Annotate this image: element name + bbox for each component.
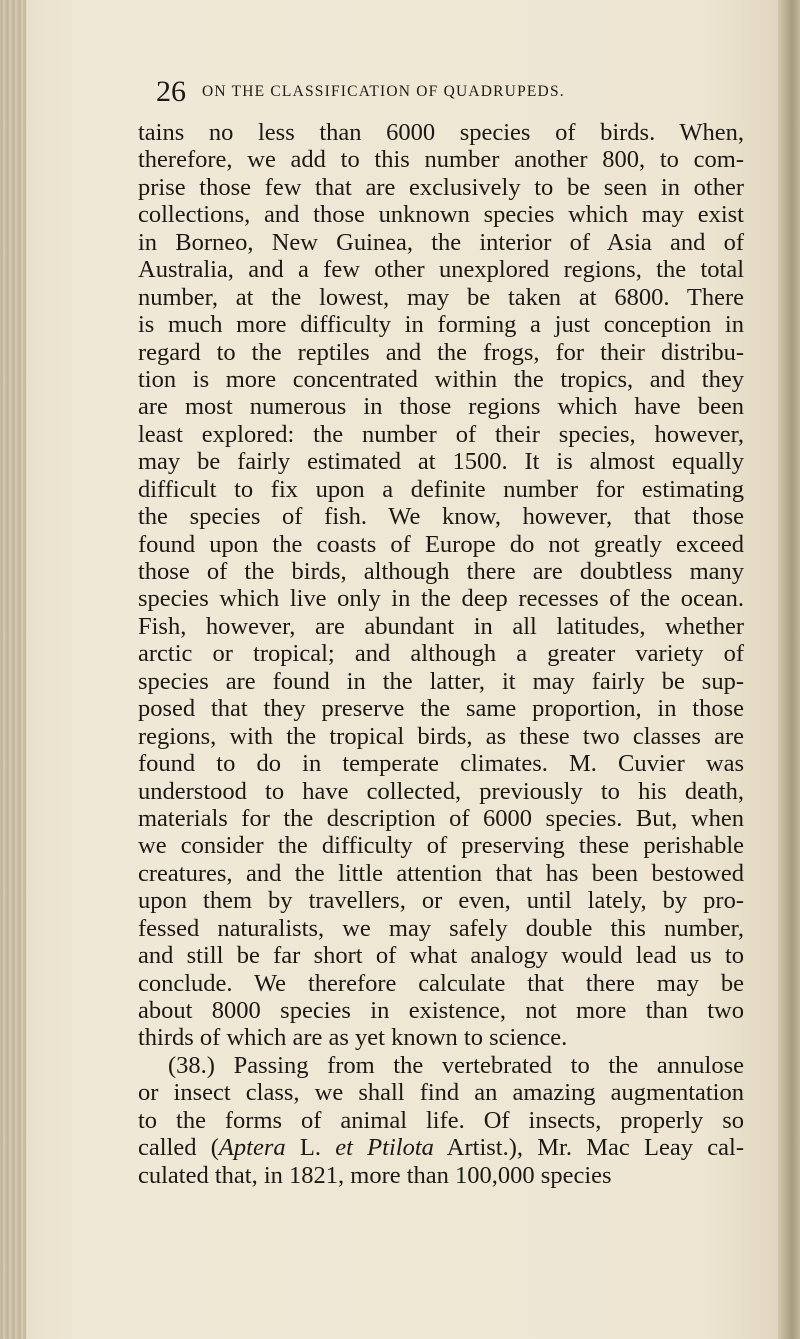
text-run: L. [285,1134,336,1162]
text-line: the species of fish. We know, however, that those [138,503,744,531]
text-line: tains no less than 6000 species of birds. When, [138,119,744,146]
text-line: Australia, and a few other unexplored regions, the total [138,256,744,284]
text-line: we consider the difficulty of preserving these perishable [138,832,744,860]
text-line: found to do in temperate climates. M. Cuvier was [138,750,744,778]
text-line: to the forms of animal life. Of insects, properly so [138,1106,744,1134]
text-line: upon them by travellers, or even, until lately, by pro- [138,887,744,915]
text-line: difficult to fix upon a definite number for estimating [138,475,744,503]
text-line: culated that, in 1821, more than 100,000 species [138,1161,612,1189]
text-line: Fish, however, are abundant in all latitudes, whether [138,612,744,640]
text-line: and still be far short of what analogy would lead us to [138,942,744,970]
text-line: materials for the description of 6000 species. But, when [138,804,744,832]
text-run: Artist.), Mr. Mac Leay cal- [433,1134,744,1162]
text-line: conclude. We therefore calculate that there may be [138,969,744,997]
text-line: regions, with the tropical birds, as these two classes are [138,722,744,750]
text-line: or insect class, we shall find an amazing augmentation [138,1079,744,1107]
text-line: regard to the reptiles and the frogs, for their distribu- [138,338,744,366]
italic-taxon-aptera: Aptera [218,1134,286,1162]
page-body-text [138,119,744,1189]
text-line: understood to have collected, previously to his death, [138,777,744,805]
running-head: ON THE CLASSIFICATION OF QUADRUPEDS. [202,83,565,100]
text-line: in Borneo, New Guinea, the interior of Asia and of [138,228,744,256]
page-edge-shadow [778,0,800,1339]
text-line: prise those few that are exclusively to be seen in other [138,173,744,201]
text-line: species which live only in the deep recesses of the ocean. [138,585,744,613]
text-line: therefore, we add to this number another 800, to com- [138,146,744,174]
page-gutter-shadow [0,0,26,1339]
text-line: thirds of which are as yet known to science. [138,1024,568,1052]
page-number: 26 [156,75,186,108]
text-line: number, at the lowest, may be taken at 6800. There [138,283,744,311]
text-line: found upon the coasts of Europe do not greatly exceed [138,530,744,558]
paragraph-start-line: (38.) Passing from the vertebrated to the annulose [168,1051,744,1079]
text-line: species are found in the latter, it may fairly be sup- [138,667,744,695]
text-line: those of the birds, although there are doubtless many [138,558,744,585]
text-line: posed that they preserve the same proportion, in those [138,695,744,723]
text-line: collections, and those unknown species which may exist [138,201,744,229]
text-line-with-italics [138,1134,744,1161]
page-header [156,72,756,112]
text-line: about 8000 species in existence, not more than two [138,997,744,1024]
text-line: may be fairly estimated at 1500. It is almost equally [138,448,744,476]
text-run: called ( [138,1134,219,1162]
text-line: are most numerous in those regions which have been [138,393,744,421]
text-line: creatures, and the little attention that has been bestowed [138,859,744,887]
text-line: is much more difficulty in forming a just conception in [138,311,744,339]
text-line: least explored: the number of their species, however, [138,420,744,448]
italic-taxon-ptilota: et Ptilota [335,1134,434,1162]
text-line: tion is more concentrated within the tropics, and they [138,365,744,393]
text-line: fessed naturalists, we may safely double this number, [138,914,744,942]
text-line: arctic or tropical; and although a greater variety of [138,640,744,668]
